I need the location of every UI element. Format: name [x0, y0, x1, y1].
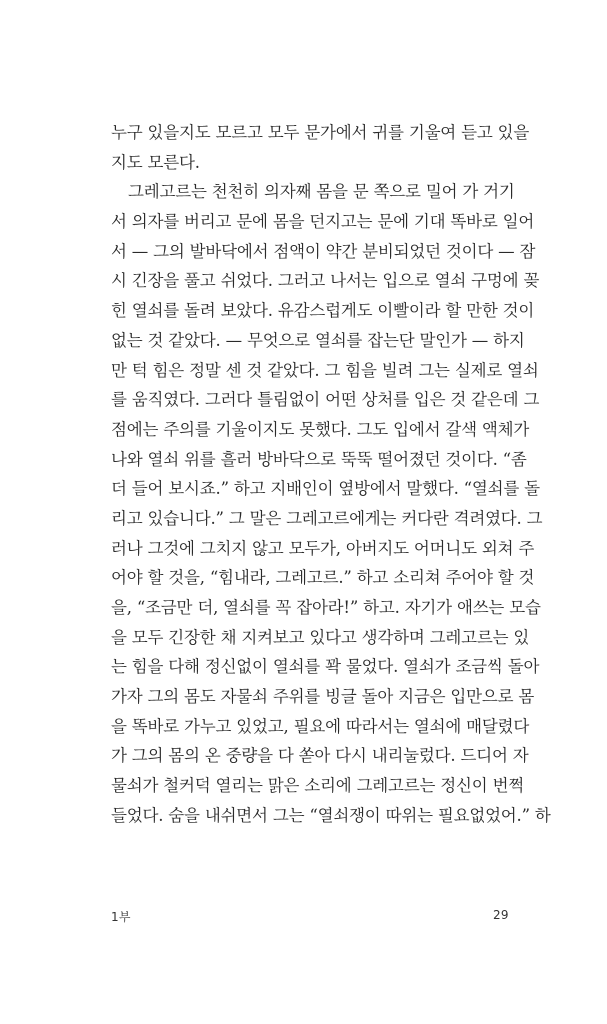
text-line: 더 들어 보시죠.” 하고 지배인이 옆방에서 말했다. “열쇠를 돌 — [111, 479, 540, 499]
text-line: 없는 것 같았다. — 무엇으로 열쇠를 잡는단 말인가 — 하지 — [111, 330, 525, 350]
text-line: 시 긴장을 풀고 쉬었다. 그러고 나서는 입으로 열쇠 구멍에 꽂 — [111, 271, 540, 291]
text-line: 그레고르는 천천히 의자째 몸을 문 쪽으로 밀어 가 거기 — [128, 182, 515, 202]
text-line: 러나 그것에 그치지 않고 모두가, 아버지도 어머니도 외쳐 주 — [111, 538, 535, 558]
text-line: 나와 열쇠 위를 흘러 방바닥으로 뚝뚝 떨어졌던 것이다. “좀 — [111, 449, 527, 469]
text-line: 가자 그의 몸도 자물쇠 주위를 빙글 돌아 지금은 입만으로 몸 — [111, 687, 535, 707]
text-line: 을 똑바로 가누고 있었고, 필요에 따라서는 열쇠에 매달렸다 — [111, 716, 530, 736]
text-line: 지도 모른다. — [111, 152, 200, 172]
text-line: 서 의자를 버리고 문에 몸을 던지고는 문에 기대 똑바로 일어 — [111, 212, 535, 232]
text-line: 를 움직였다. 그러다 틀림없이 어떤 상처를 입은 것 같은데 그 — [111, 390, 540, 410]
section-label: 1부 — [111, 910, 131, 924]
body-text — [111, 118, 551, 831]
text-line: 을, “조금만 더, 열쇠를 꼭 잡아라!” 하고. 자기가 애쓰는 모습 — [111, 598, 541, 617]
text-line: 들었다. 숨을 내쉬면서 그는 “열쇠쟁이 따위는 필요없었어.” 하 — [111, 805, 551, 825]
text-line: 가 그의 몸의 온 중량을 다 쏟아 다시 내리눌렀다. 드디어 자 — [111, 746, 529, 766]
text-line: 점에는 주의를 기울이지도 못했다. 그도 입에서 갈색 액체가 — [111, 419, 530, 439]
text-line: 누구 있을지도 모르고 모두 문가에서 귀를 기울여 듣고 있을 — [111, 123, 530, 142]
page-number: 29 — [493, 908, 509, 922]
text-line: 힌 열쇠를 돌려 보았다. 유감스럽게도 이빨이라 할 만한 것이 — [111, 301, 535, 321]
text-line: 어야 할 것을, “힘내라, 그레고르.” 하고 소리쳐 주어야 할 것 — [111, 568, 535, 588]
text-line: 리고 있습니다.” 그 말은 그레고르에게는 커다란 격려였다. 그 — [111, 508, 543, 528]
text-line: 을 모두 긴장한 채 지켜보고 있다고 생각하며 그레고르는 있 — [111, 627, 530, 647]
text-line: 서 — 그의 발바닥에서 점액이 약간 분비되었던 것이다 — 잠 — [111, 241, 536, 261]
text-line: 만 턱 힘은 정말 센 것 같았다. 그 힘을 빌려 그는 실제로 열쇠 — [111, 360, 539, 380]
text-line: 는 힘을 다해 정신없이 열쇠를 꽉 물었다. 열쇠가 조금씩 돌아 — [111, 657, 540, 677]
text-line: 물쇠가 철커덕 열리는 맑은 소리에 그레고르는 정신이 번쩍 — [111, 776, 525, 796]
